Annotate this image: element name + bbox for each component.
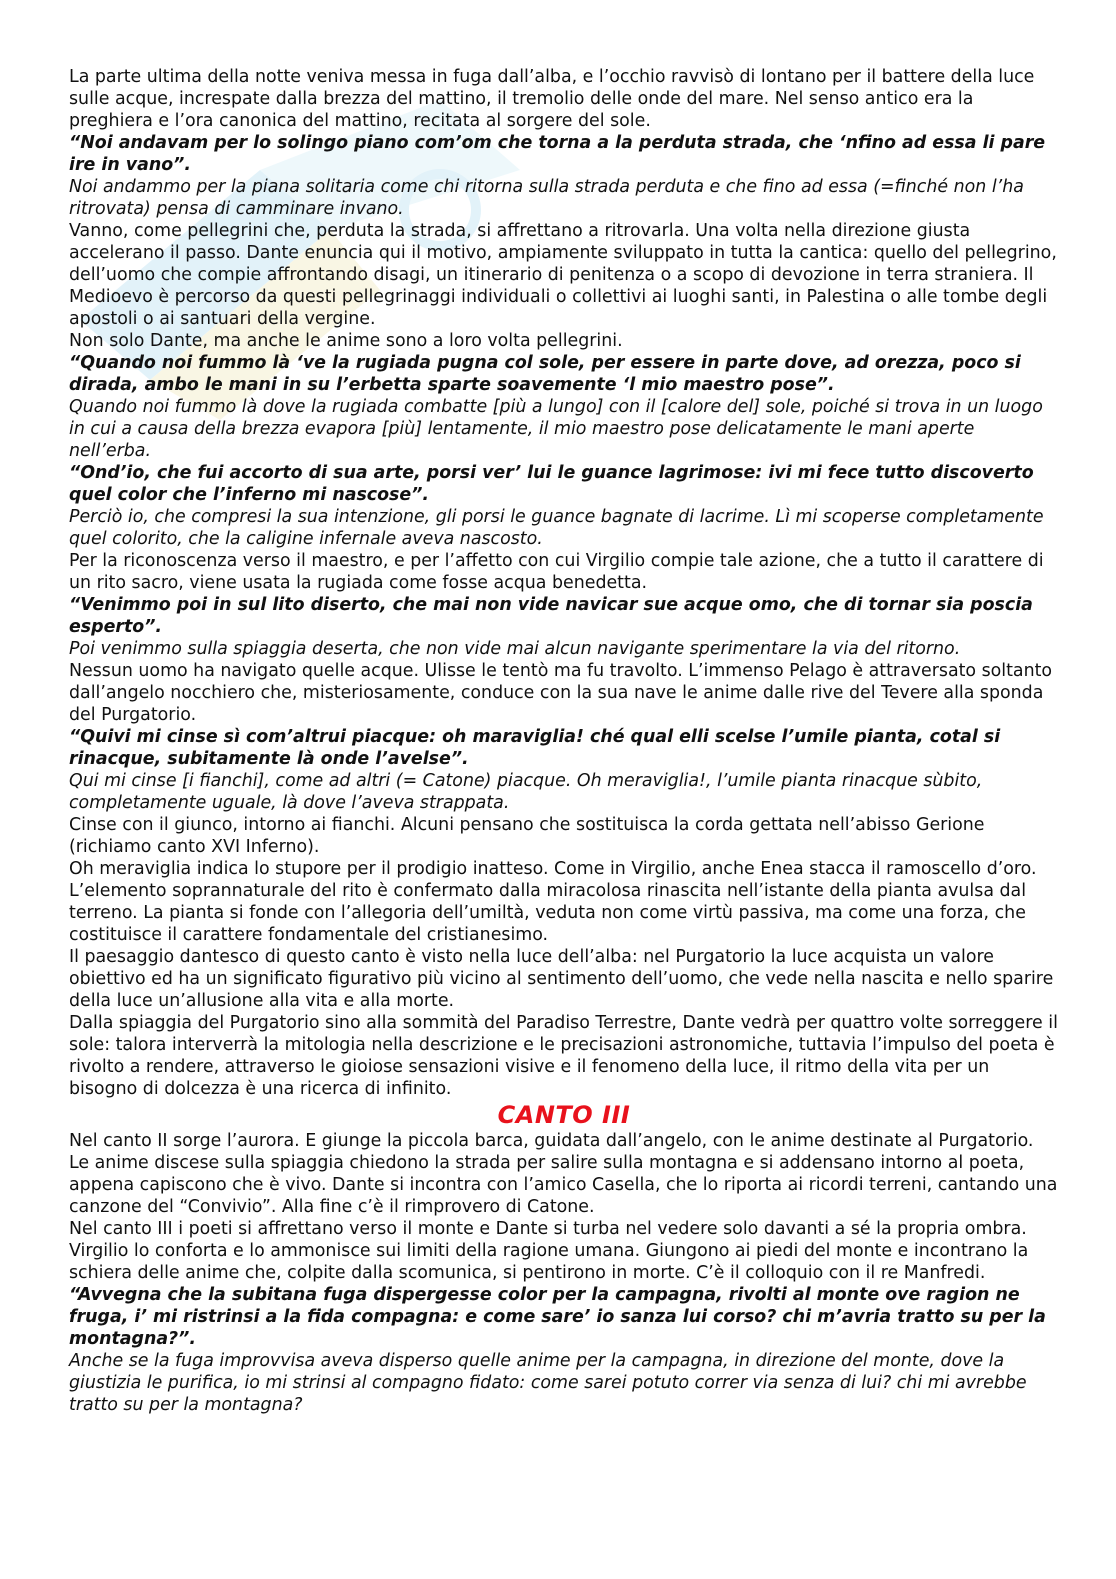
section-heading-canto-iii: CANTO III — [497, 1101, 631, 1129]
paragraph-pellegrini: Vanno, come pellegrini che, perduta la strada, si affrettano a ritrovarla. Una volta nella direzione giusta accelerano il passo. Dante enuncia qui il motivo, ampiamente sviluppato in tutta la cantica: quello del pellegrino, dell’uomo che compie affrontando disagi, un itinerario di penitenza o a scopo di devozione in terra straniera. Il Medioevo è percorso da questi pellegrinaggi individuali o collettivi ai luoghi santi, in Palestina o alle tombe degli apostoli o ai santuari della vergine. — [69, 221, 1057, 329]
paraphrase-rugiada: Quando noi fummo là dove la rugiada combatte [più a lungo] con il [calore del] sole, poiché si trova in un luogo in cui a causa della brezza evapora [più] lentamente, il mio maestro pose delicatamente le mani aperte nell’erba. — [69, 397, 1043, 461]
paragraph-canto-iii-summary: Nel canto III i poeti si affrettano verso il monte e Dante si turba nel vedere solo davanti a sé la propria ombra. Virgilio lo conforta e lo ammonisce sui limiti della ragione umana. Giungono ai piedi del monte e incontrano la schiera delle anime che, colpite dalla scomunica, si pentirono in morte. C’è il colloquio con il re Manfredi. — [69, 1219, 1029, 1283]
paraphrase-umile-pianta: Qui mi cinse [i fianchi], come ad altri (= Catone) piacque. Oh meraviglia!, l’umile pianta rinacque sùbito, completamente uguale, là dove l’aveva strappata. — [69, 771, 983, 813]
verse-quote-lito-diserto: “Venimmo poi in sul lito diserto, che mai non vide navicar sue acque omo, che di tornar sia poscia esperto”. — [69, 595, 1033, 637]
document-body — [69, 66, 1059, 1416]
verse-quote-subitana-fuga: “Avvegna che la subitana fuga dispergesse color per la campagna, rivolti al monte ove ragion ne fruga, i’ mi ristrinsi a la fida compagna: e come sare’ io sanza lui corso? chi m’avria tratto su per la montagna?”. — [69, 1285, 1046, 1349]
paraphrase-piana-solitaria: Noi andammo per la piana solitaria come chi ritorna sulla strada perduta e che fino ad essa (=finché non l’ha ritrovata) pensa di camminare invano. — [69, 177, 1024, 219]
paragraph-canto-ii-summary: Nel canto II sorge l’aurora. E giunge la piccola barca, guidata dall’angelo, con le anime destinate al Purgatorio. Le anime discese sulla spiaggia chiedono la strada per salire sulla montagna e si addensano intorno al poeta, appena capiscono che è vivo. Dante si incontra con l’amico Casella, che lo riporta ai ricordi terreni, cantando una canzone del “Convivio”. Alla fine c’è il rimprovero di Catone. — [69, 1131, 1058, 1217]
verse-quote-rugiada: “Quando noi fummo là ‘ve la rugiada pugna col sole, per essere in parte dove, ad orezza, poco si dirada, ambo le mani in su l’erbetta sparte soavemente ‘l mio maestro pose”. — [69, 353, 1021, 395]
paraphrase-guance-bagnate: Perciò io, che compresi la sua intenzione, gli porsi le guance bagnate di lacrime. Lì mi scoperse completamente quel colorito, che la caligine infernale aveva nascosto. — [69, 507, 1044, 549]
paragraph-giunco: Cinse con il giunco, intorno ai fianchi. Alcuni pensano che sostituisca la corda gettata nell’abisso Gerione (richiamo canto XVI Inferno). — [69, 815, 985, 857]
paragraph-paesaggio: Il paesaggio dantesco di questo canto è visto nella luce dell’alba: nel Purgatorio la luce acquista un valore obiettivo ed ha un significato figurativo più vicino al sentimento dell’uomo, che vede nella nascita e nello sparire della luce un’allusione alla vita e alla morte. — [69, 947, 1054, 1011]
paraphrase-spiaggia-deserta: Poi venimmo sulla spiaggia deserta, che non vide mai alcun navigante sperimentare la via del ritorno. — [69, 639, 961, 659]
paragraph-anime-pellegrini: Non solo Dante, ma anche le anime sono a loro volta pellegrini. — [69, 331, 623, 351]
paraphrase-fuga-improvvisa: Anche se la fuga improvvisa aveva disperso quelle anime per la campagna, in direzione del monte, dove la giustizia le purifica, io mi strinsi al compagno fidato: come sarei potuto correr via senza di lui? chi mi avrebbe tratto su per la montagna? — [69, 1351, 1027, 1415]
paragraph-meraviglia: Oh meraviglia indica lo stupore per il prodigio inatteso. Come in Virgilio, anche Enea stacca il ramoscello d’oro. — [69, 859, 1037, 879]
paragraph-ulisse: Nessun uomo ha navigato quelle acque. Ulisse le tentò ma fu travolto. L’immenso Pelago è attraversato soltanto dall’angelo nocchiero che, misteriosamente, conduce con la sua nave le anime dalle rive del Tevere alla sponda del Purgatorio. — [69, 661, 1053, 725]
paragraph-rito-sacro: Per la riconoscenza verso il maestro, e per l’affetto con cui Virgilio compie tale azione, che a tutto il carattere di un rito sacro, viene usata la rugiada come fosse acqua benedetta. — [69, 551, 1044, 593]
verse-quote-solingo-piano: “Noi andavam per lo solingo piano com’om che torna a la perduta strada, che ‘nfino ad essa li pare ire in vano”. — [69, 133, 1046, 175]
paragraph-soprannaturale: L’elemento soprannaturale del rito è confermato dalla miracolosa rinascita nell’istante della pianta avulsa dal terreno. La pianta si fonde con l’allegoria dell’umiltà, veduta non come virtù passiva, ma come una forza, che costituisce il carattere fondamentale del cristianesimo. — [69, 881, 1027, 945]
paragraph-spiaggia-paradiso: Dalla spiaggia del Purgatorio sino alla sommità del Paradiso Terrestre, Dante vedrà per quattro volte sorreggere il sole: talora interverrà la mitologia nella descrizione e le precisazioni astronomiche, tuttavia l’impulso del poeta è rivolto a rendere, attraverso le gioiose sensazioni visive e il fenomeno della luce, il ritmo della vita per un bisogno di dolcezza è una ricerca di infinito. — [69, 1013, 1058, 1099]
verse-quote-guance-lagrimose: “Ond’io, che fui accorto di sua arte, porsi ver’ lui le guance lagrimose: ivi mi fece tutto discoverto quel color che l’inferno mi nascose”. — [69, 463, 1034, 505]
verse-quote-umile-pianta: “Quivi mi cinse sì com’altrui piacque: oh maraviglia! ché qual elli scelse l’umile pianta, cotal si rinacque, subitamente là onde l’avelse”. — [69, 727, 1001, 769]
paragraph-alba: La parte ultima della notte veniva messa in fuga dall’alba, e l’occhio ravvisò di lontano per il battere della luce sulle acque, increspate dalla brezza del mattino, il tremolio delle onde del mare. Nel senso antico era la preghiera e l’ora canonica del mattino, recitata al sorgere del sole. — [69, 67, 1035, 131]
